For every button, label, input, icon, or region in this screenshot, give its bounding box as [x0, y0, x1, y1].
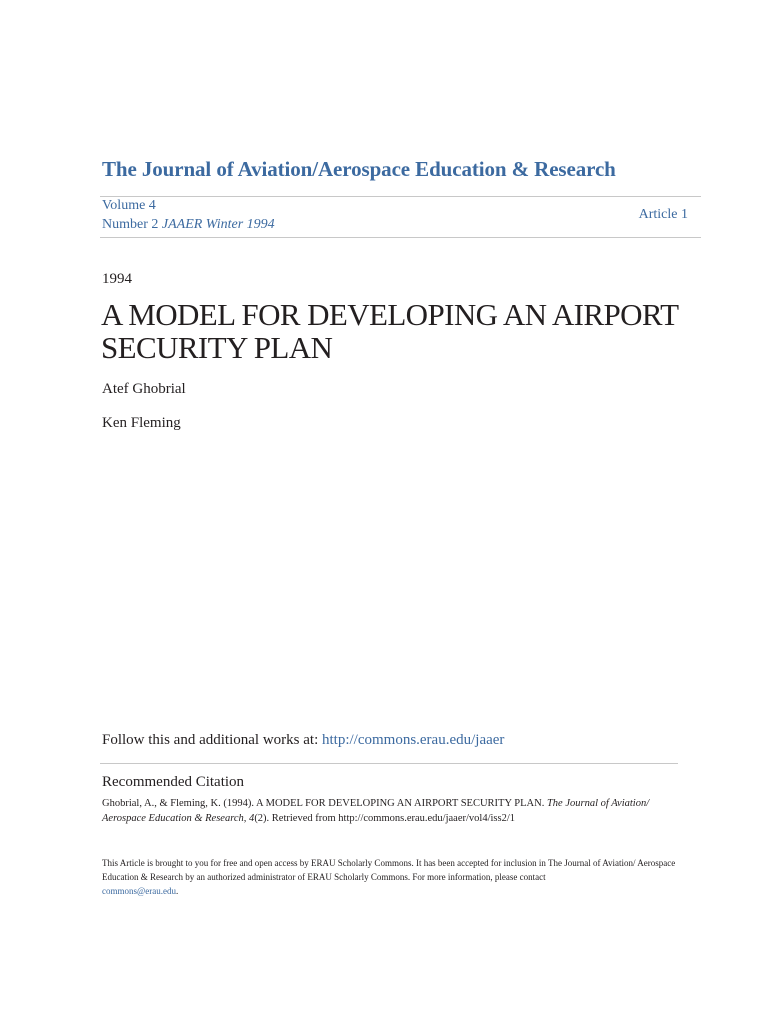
publication-year: 1994 — [102, 271, 132, 287]
follow-label: Follow this and additional works at: — [102, 732, 319, 748]
author-name: Ken Fleming — [102, 415, 181, 431]
article-title: A MODEL FOR DEVELOPING AN AIRPORT SECURITY PLAN — [101, 297, 678, 365]
divider-top — [100, 196, 701, 197]
volume-link[interactable]: Volume 4 — [102, 198, 156, 213]
issue-name: JAAER Winter 1994 — [161, 217, 275, 232]
contact-email-link[interactable]: commons@erau.edu — [102, 886, 177, 896]
issue-number: Number 2 — [102, 217, 159, 232]
citation-text — [102, 796, 692, 826]
notice-period: . — [176, 886, 179, 896]
article-number-link[interactable]: Article 1 — [638, 207, 688, 222]
citation-authors-title: Ghobrial, A., & Fleming, K. (1994). A MODEL FOR DEVELOPING AN AIRPORT SECURITY PLAN. — [102, 798, 545, 809]
issue-number-link[interactable] — [102, 217, 275, 233]
follow-link[interactable]: http://commons.erau.edu/jaaer — [321, 732, 505, 748]
journal-title[interactable]: The Journal of Aviation/Aerospace Education & Research — [102, 157, 616, 181]
divider-issue — [100, 237, 701, 238]
author-name: Atef Ghobrial — [102, 381, 186, 397]
access-notice — [102, 856, 692, 898]
citation-retrieval: (2). Retrieved from http://commons.erau.edu/jaaer/vol4/iss2/1 — [254, 813, 515, 824]
recommended-citation-heading: Recommended Citation — [102, 774, 245, 790]
divider-citation — [100, 763, 678, 764]
access-notice-text: This Article is brought to you for free and open access by ERAU Scholarly Commons. It has been accepted for inclusion in The Journal of Aviation/ Aerospace Education & Research by an authorized administrator of ERAU Scholarly Commons. For more information, please contact — [102, 858, 676, 882]
citation-journal: The Journal of Aviation/ Aerospace Education & Research, 4 — [102, 798, 650, 824]
follow-line — [102, 732, 504, 749]
